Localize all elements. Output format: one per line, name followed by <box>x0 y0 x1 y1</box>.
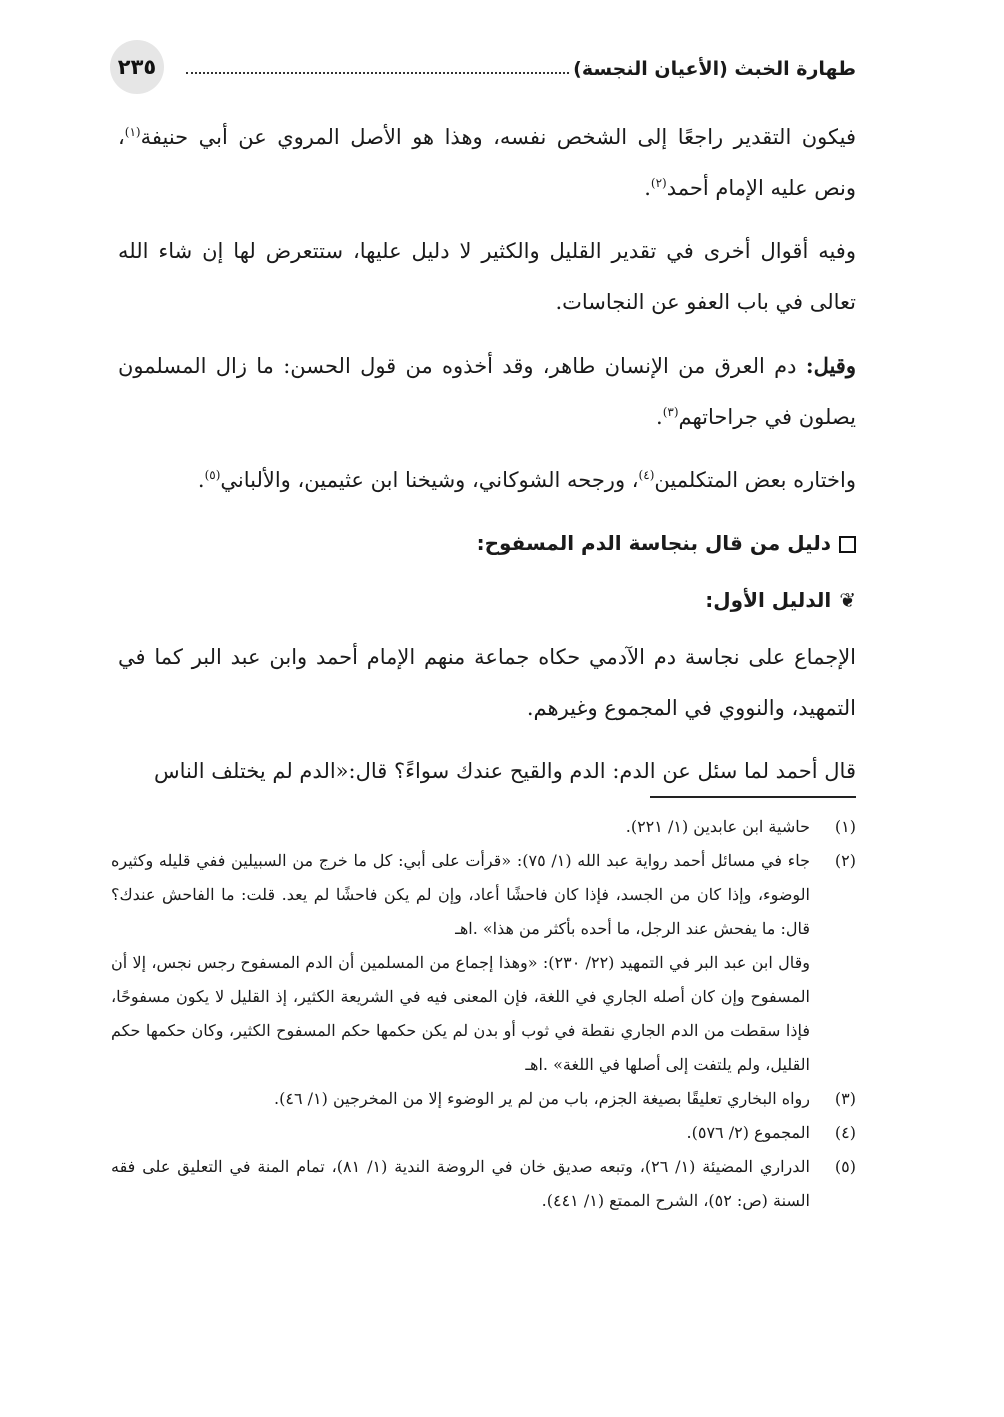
footnote <box>111 1150 856 1218</box>
footnote-number: (٣) <box>834 1089 856 1108</box>
p4-end: . <box>197 468 205 492</box>
p3-bold-lead: وقيل: <box>805 353 856 378</box>
footnote-line: رواه البخاري تعليقًا بصيغة الجزم، باب من لم ير الوضوء إلا من المخرجين (١/ ٤٦). <box>274 1089 810 1108</box>
footnote <box>111 810 856 844</box>
running-head <box>186 46 856 80</box>
page-number: ٢٣٥ <box>110 40 164 94</box>
main-text <box>118 112 856 809</box>
subsection-heading-text: الدليل الأول: <box>705 588 832 612</box>
footnote-text <box>111 1150 810 1218</box>
footnote-text <box>111 1082 810 1116</box>
footnote-line: جاء في مسائل أحمد رواية عبد الله (١/ ٧٥): «قرأت على أبي: كل ما خرج من السبيلين ففي قليله وكثيره الوضوء، وإذا كان من الجسد، فإذا كان فاحشًا أعاد، وإن لم يكن فاحشًا لم يعد. قلت: ما الفاحش عندك؟ قال: ما يفحش عند الرجل، ما أحده بأكثر من هذا» .اهـ <box>111 851 811 938</box>
p4-a: واختاره بعض المتكلمين <box>654 468 856 492</box>
footnote-number: (٢) <box>834 851 856 870</box>
footnote-ref-5: (٥) <box>204 468 221 482</box>
p4-b: ، ورجحه الشوكاني، وشيخنا ابن عثيمين، والألباني <box>220 468 639 492</box>
running-title: طهارة الخبث (الأعيان النجسة) <box>573 58 856 80</box>
footnote-separator <box>650 796 856 798</box>
footnote <box>111 844 856 1082</box>
footnote-text <box>111 844 810 1082</box>
footnote-number: (١) <box>834 817 856 836</box>
paragraph-4 <box>118 455 856 506</box>
subsection-heading <box>118 575 856 626</box>
footnote-line: المجموع (٢/ ٥٧٦). <box>686 1123 810 1142</box>
footnote-ref-2: (٢) <box>650 176 667 190</box>
footnote-line: حاشية ابن عابدين (١/ ٢٢١). <box>625 817 810 836</box>
paragraph-1 <box>118 112 856 214</box>
section-heading <box>118 518 856 569</box>
footnote-number: (٤) <box>834 1123 856 1142</box>
footnote-ref-1: (١) <box>124 125 141 139</box>
footnote <box>111 1082 856 1116</box>
footnote-line: الدراري المضيئة (١/ ٢٦)، وتبعه صديق خان في الروضة الندية (١/ ٨١)، تمام المنة في التعليق على فقه السنة (ص: ٥٢)، الشرح الممتع (١/ ٤٤١). <box>111 1157 811 1210</box>
paragraph-2: وفيه أقوال أخرى في تقدير القليل والكثير لا دليل عليها، ستتعرض لها إن شاء الله تعالى في باب العفو عن النجاسات. <box>118 239 856 314</box>
square-bullet-icon <box>839 536 856 553</box>
footnote-number: (٥) <box>834 1157 856 1176</box>
leaf-bullet-icon: ❦ <box>839 588 856 612</box>
p3-end: . <box>656 405 663 429</box>
footnote-ref-4: (٤) <box>638 468 655 482</box>
paragraph-6: قال أحمد لما سئل عن الدم: الدم والقيح عندك سواءً؟ قال:«الدم لم يختلف الناس <box>153 759 856 783</box>
footnote-text <box>111 810 810 844</box>
paragraph-5: الإجماع على نجاسة دم الآدمي حكاه جماعة منهم الإمام أحمد وابن عبد البر كما في التمهيد، والنووي في المجموع وغيرهم. <box>118 645 856 720</box>
footnote-text <box>111 1116 810 1150</box>
p1-end: . <box>644 176 651 200</box>
section-heading-text: دليل من قال بنجاسة الدم المسفوح: <box>476 531 831 555</box>
p1-main: فيكون التقدير راجعًا إلى الشخص نفسه، وهذا هو الأصل المروي عن أبي حنيفة <box>140 125 856 149</box>
footnote-line: وقال ابن عبد البر في التمهيد (٢٢/ ٢٣٠): «وهذا إجماع من المسلمين أن الدم المسفوح رجس نجس، إلا أن المسفوح وإن كان أصله الجاري في اللغة، فإن المعنى فيه في الشريعة الكثير، إذ القليل لا يكون مسفوحًا، فإذا سقطت من الدم الجاري نقطة في ثوب أو بدن لم يكن حكمها حكم المسفوح الكثير، وكان حكمها حكم القليل، ولم يلتفت إلى أصلها في اللغة» .اهـ <box>111 953 810 1074</box>
footnotes <box>111 810 856 1218</box>
p3-main: دم العرق من الإنسان طاهر، وقد أخذوه من قول الحسن: ما زال المسلمون يصلون في جراحاتهم <box>118 354 856 429</box>
page-header <box>110 40 856 106</box>
footnote-ref-3: (٣) <box>662 405 679 419</box>
p1-mid: ، ونص عليه الإمام أحمد <box>118 125 856 200</box>
leader-dots <box>186 72 569 74</box>
paragraph-3 <box>118 340 856 443</box>
footnote <box>111 1116 856 1150</box>
